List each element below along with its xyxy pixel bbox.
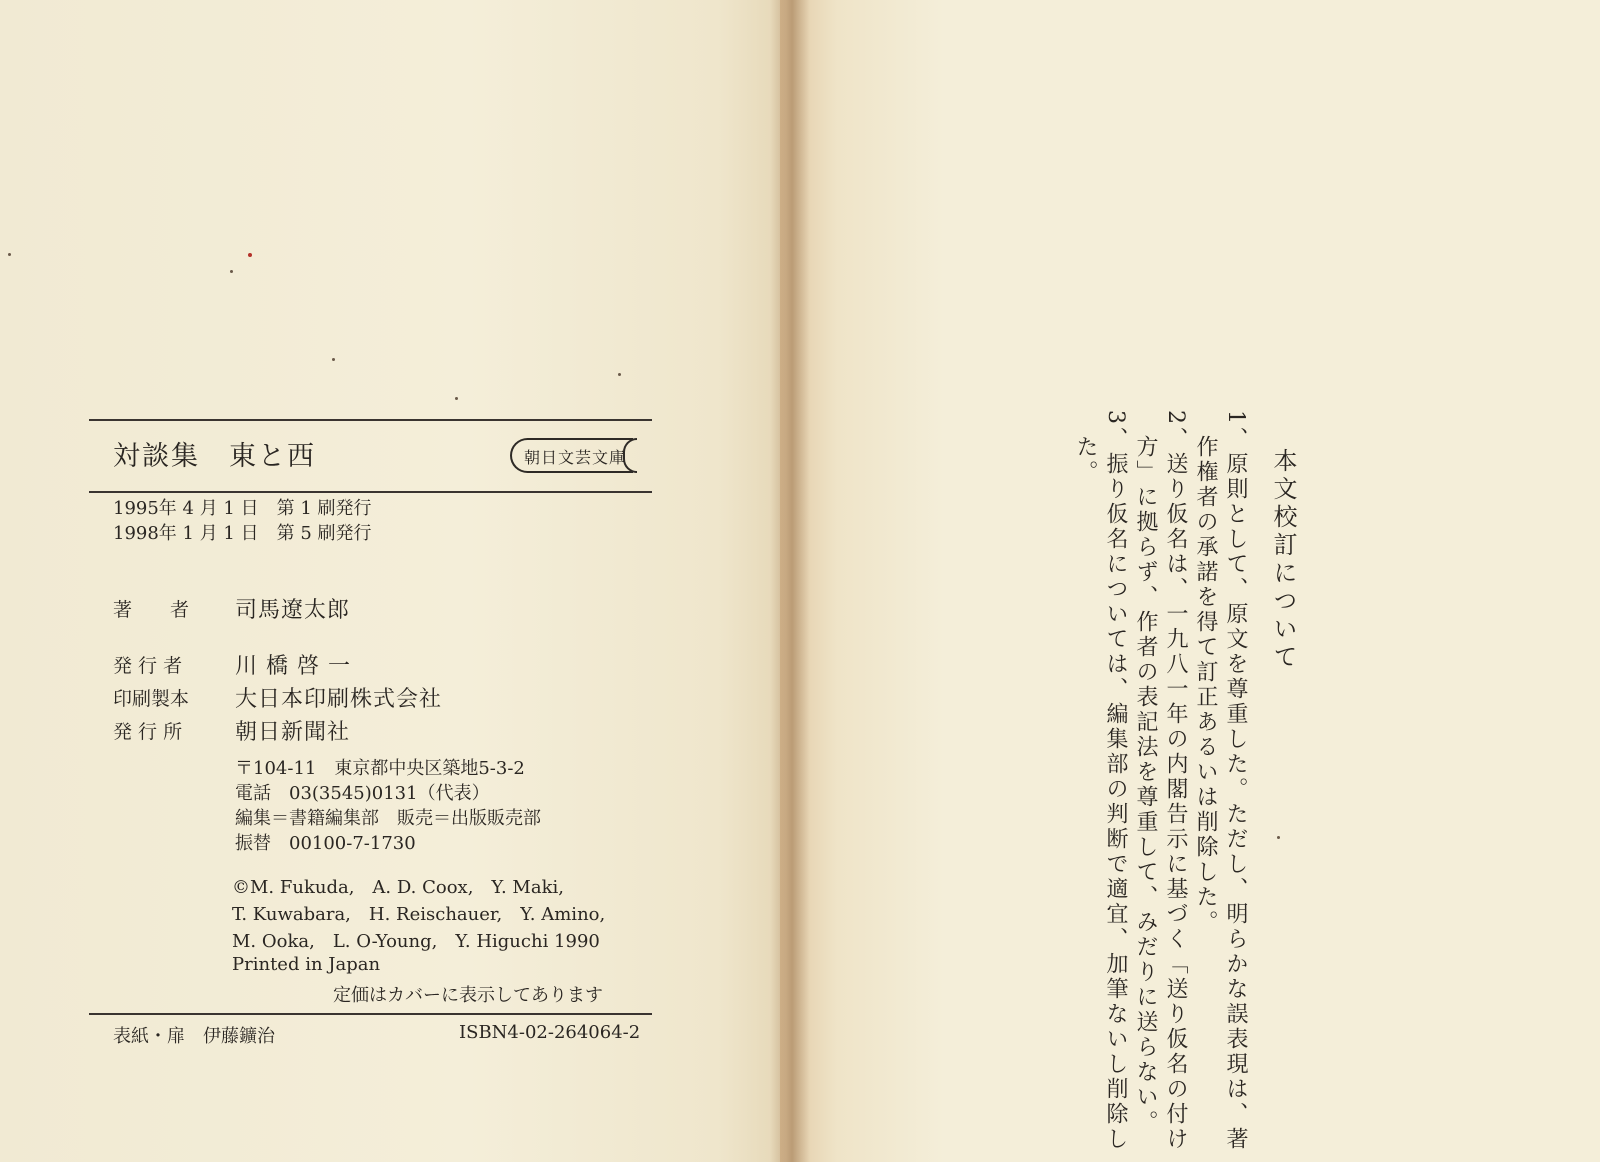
cover-credit: 表紙・扉 伊藤鑛治 <box>113 1026 275 1047</box>
ink-speck <box>332 358 335 361</box>
title-rule <box>89 491 652 493</box>
office-name: 朝日新聞社 <box>235 720 351 745</box>
printer-label: 印刷製本 <box>113 688 190 710</box>
ink-speck <box>230 270 233 273</box>
colophon-page <box>0 0 780 1162</box>
departments: 編集＝書籍編集部 販売＝出版販売部 <box>235 808 541 829</box>
isbn: ISBN4-02-264064-2 <box>459 1022 641 1043</box>
phone: 電話 03(3545)0131（代表） <box>235 783 490 804</box>
publisher-label: 発 行 者 <box>113 655 183 677</box>
ink-speck <box>1277 836 1280 839</box>
copyright-line: M. Ooka, L. O-Young, Y. Higuchi 1990 <box>232 931 600 952</box>
transfer-account: 振替 00100-7-1730 <box>235 833 416 854</box>
series-label: 朝日文芸文庫 <box>510 438 633 473</box>
printer-name: 大日本印刷株式会社 <box>235 687 443 712</box>
ink-speck <box>8 253 11 256</box>
author-label: 著 者 <box>113 599 190 621</box>
first-print-date: 1995年 4 月 1 日 第 1 刷発行 <box>113 498 372 519</box>
price-note: 定価はカバーに表示してあります <box>333 985 603 1006</box>
copyright-line: ©M. Fukuda, A. D. Coox, Y. Maki, <box>232 877 564 898</box>
printed-in: Printed in Japan <box>232 954 381 975</box>
ink-speck <box>618 373 621 376</box>
revision-line: 2、送り仮名は、一九八一年の内閣告示に基づく「送り仮名の付け <box>1163 410 1188 1152</box>
revision-line: 3、振り仮名については、編集部の判断で適宜、加筆ないし削除し <box>1103 410 1128 1152</box>
ink-speck <box>248 253 252 257</box>
fifth-print-date: 1998年 1 月 1 日 第 5 刷発行 <box>113 523 372 544</box>
bottom-rule <box>89 1013 652 1015</box>
book-gutter <box>770 0 810 1162</box>
publisher-name: 川 橋 啓 一 <box>235 654 351 679</box>
address: 〒104-11 東京都中央区築地5-3-2 <box>235 758 525 779</box>
revision-line: た。 <box>1073 410 1098 485</box>
author-name: 司馬遼太郎 <box>235 598 351 623</box>
office-label: 発 行 所 <box>113 721 183 743</box>
copyright-line: T. Kuwabara, H. Reischauer, Y. Amino, <box>232 904 606 925</box>
revision-line: 方」に拠らず、作者の表記法を尊重して、みだりに送らない。 <box>1133 410 1158 1135</box>
top-rule <box>89 419 652 421</box>
book-title: 対談集 東と西 <box>113 441 316 472</box>
revision-line: 作権者の承諾を得て訂正あるいは削除した。 <box>1193 410 1218 935</box>
ink-speck <box>455 397 458 400</box>
revision-note-page <box>780 0 1600 1162</box>
revision-heading: 本文校訂について <box>1269 448 1297 672</box>
revision-line: 1、原則として、原文を尊重した。ただし、明らかな誤表現は、著 <box>1223 410 1248 1152</box>
